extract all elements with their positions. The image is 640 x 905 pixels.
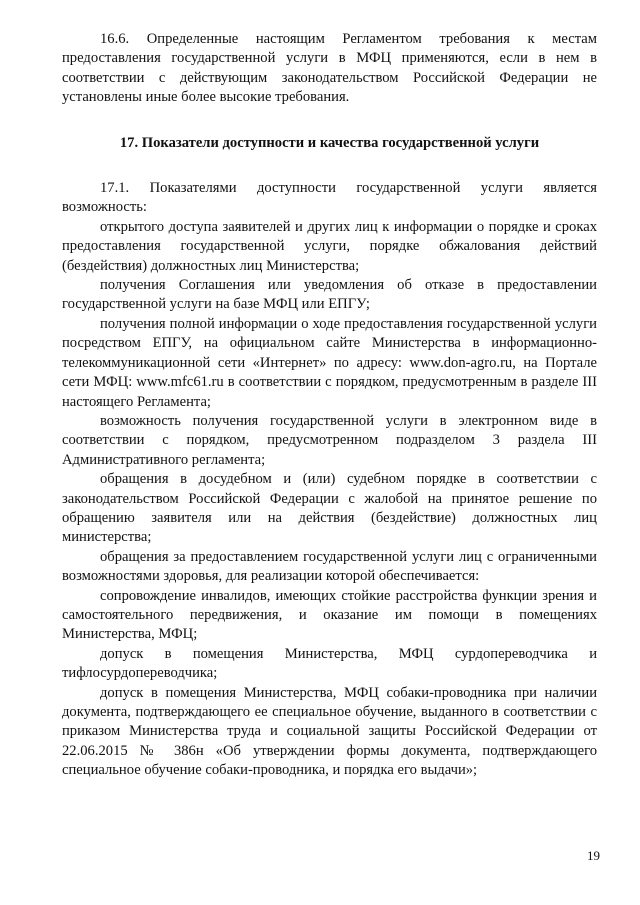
- paragraph-progress-info: получения полной информации о ходе предоставления государственной услуги посредством ЕПГУ, на официальном сайте Министерства в информационно-телекоммуникационной сети «Интернет» по адресу: www.don-agro.ru, на Портале сети МФЦ: www.mfc61.ru в соответствии с порядком, предусмотренным в разделе III настоящего Регламента;: [62, 315, 597, 410]
- paragraph-open-access: открытого доступа заявителей и других лиц к информации о порядке и сроках предоставления государственной услуги, порядке обжалования действий (бездействия) должностных лиц Министерства;: [62, 218, 597, 274]
- paragraph-agreement-receipt: получения Соглашения или уведомления об отказе в предоставлении государственной услуги на базе МФЦ или ЕПГУ;: [62, 277, 597, 313]
- page-number: 19: [587, 848, 600, 863]
- paragraph-guide-dog: допуск в помещения Министерства, МФЦ собаки-проводника при наличии документа, подтверждающего ее специальное обучение, выданного в соответствии с приказом Министерства труда и социальной защиты Российской Федерации от 22.06.2015 № 386н «Об утверждении формы документа, подтверждающего специальное обучение собаки-проводника, и порядка его выдачи»;: [62, 684, 597, 779]
- paragraph-appeal: обращения в досудебном и (или) судебном порядке в соответствии с законодательством Российской Федерации с жалобой на принятое решение по обращению заявителя или на действия (бездействие) должностных лиц министерства;: [62, 471, 597, 546]
- paragraph-disabled-access: обращения за предоставлением государственной услуги лиц с ограниченными возможностями здоровья, для реализации которой обеспечивается:: [62, 548, 597, 585]
- paragraph-escort: сопровождение инвалидов, имеющих стойкие расстройства функции зрения и самостоятельного передвижения, и оказание им помощи в помещениях Министерства, МФЦ;: [62, 587, 597, 643]
- document-page: [62, 30, 597, 781]
- paragraph-interpreter-access: допуск в помещения Министерства, МФЦ сурдопереводчика и тифлосурдопереводчика;: [62, 645, 597, 682]
- paragraph-electronic-service: возможность получения государственной услуги в электронном виде в соответствии с порядком, предусмотренном подразделом 3 раздела III Административного регламента;: [62, 412, 597, 468]
- section-heading: 17. Показатели доступности и качества государственной услуги: [119, 134, 540, 151]
- intro-paragraph: 16.6. Определенные настоящим Регламентом требования к местам предоставления государственной услуги в МФЦ применяются, если в нем в соответствии с действующим законодательством Российской Федерации не установлены иные более высокие требования.: [62, 31, 597, 106]
- paragraph-availability-intro: 17.1. Показателями доступности государственной услуги является возможность:: [62, 180, 597, 216]
